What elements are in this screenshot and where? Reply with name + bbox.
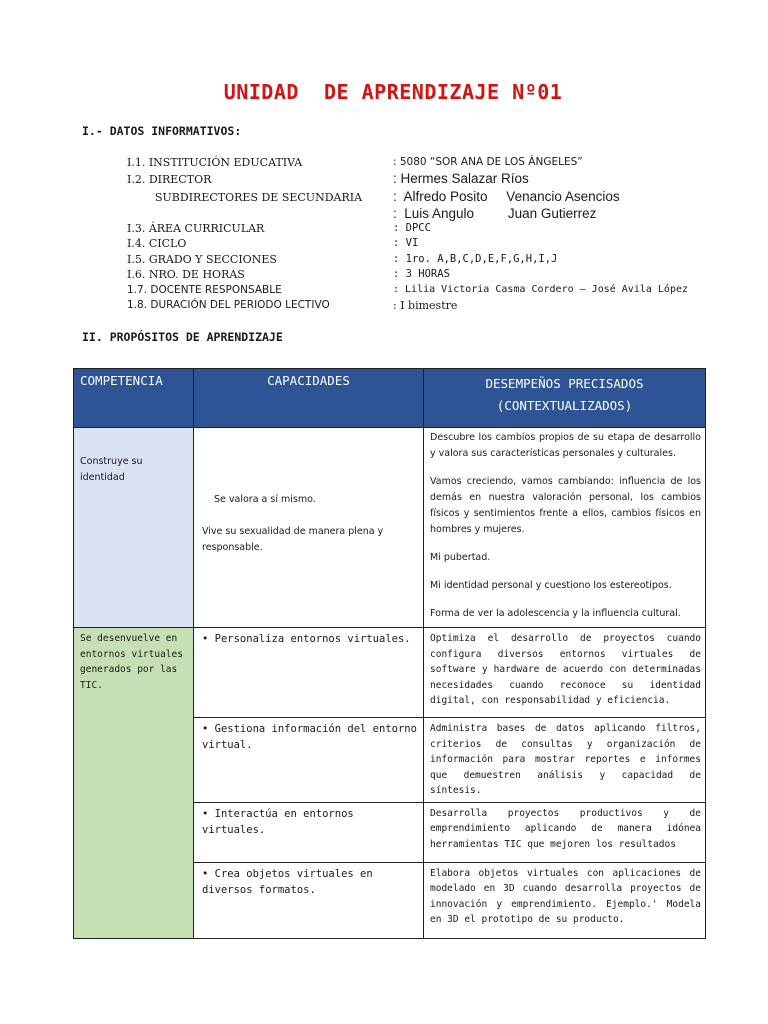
info-label: I.5. GRADO Y SECCIONES	[127, 253, 277, 266]
table-row	[74, 628, 706, 718]
info-label: I.3. ÁREA CURRICULAR	[127, 222, 265, 235]
info-label: 1.7. DOCENTE RESPONSABLE	[127, 284, 282, 296]
capacidades-cell	[194, 628, 424, 718]
capacidad-text: • Crea objetos virtuales en diversos formatos.	[202, 867, 373, 896]
desempeno-text: Administra bases de datos aplicando filtros, criterios de consultas y organización de información para mostrar reportes e informes que demuestren análisis y capacidad de síntesis.	[430, 723, 701, 796]
header-desempenos-line1: DESEMPEÑOS PRECISADOS	[485, 376, 644, 391]
desempenos-cell	[424, 628, 706, 718]
info-row-docente	[127, 284, 747, 300]
info-value: : 5080 “SOR ANA DE LOS ÁNGELES”	[393, 156, 583, 168]
header-competencia: COMPETENCIA	[74, 369, 194, 428]
info-row-horas	[127, 268, 747, 284]
desempeno-text: Mi pubertad.	[430, 552, 491, 563]
info-value: : 3 HORAS	[393, 268, 450, 280]
section-heading-propositos: II. PROPÓSITOS DE APRENDIZAJE	[82, 330, 283, 344]
info-row-area	[127, 222, 747, 238]
info-label: I.2. DIRECTOR	[127, 173, 212, 186]
info-row-ciclo	[127, 237, 747, 253]
desempenos-cell	[424, 802, 706, 862]
capacidad-text: • Personaliza entornos virtuales.	[202, 633, 411, 645]
desempeno-text: Desarrolla proyectos productivos y de emprendimiento aplicando de manera idónea herramientas TIC que mejoren los resultados	[430, 807, 701, 850]
desempeno-text: Optimiza el desarrollo de proyectos cuando configura diversos entornos virtuales de software y hardware de acuerdo con determinadas necesidades cuando reconoce su identidad digital, con responsabilidad y eficiencia.	[430, 633, 701, 706]
capacidad-text: • Gestiona información del entorno virtual.	[202, 723, 417, 751]
info-label: I.6. NRO. DE HORAS	[127, 268, 245, 281]
desempeno-text: Vamos creciendo, vamos cambiando: influencia de los demás en nuestra valoración personal, los cambios físicos y sentimientos frente a ellos, cambios físicos en hombres y mujeres.	[430, 476, 701, 535]
desempeno-text: Forma de ver la adolescencia y la influencia cultural.	[430, 608, 681, 619]
table-header-row	[74, 369, 706, 428]
desempenos-cell	[424, 718, 706, 803]
desempenos-cell	[424, 862, 706, 938]
info-value: : VI	[393, 237, 419, 249]
info-label: 1.8. DURACIÓN DEL PERIODO LECTIVO	[127, 299, 330, 311]
info-value: : Lilia Victoria Casma Cordero – José Avila López	[393, 284, 689, 295]
capacidad-text: Se valora a sí mismo.	[214, 494, 316, 505]
desempeno-text: Descubre los cambios propios de su etapa de desarrollo y valora sus características personales y culturales.	[430, 432, 701, 459]
header-capacidades: CAPACIDADES	[194, 369, 424, 428]
competencia-text: Se desenvuelve en entornos virtuales generados por las TIC.	[80, 633, 183, 691]
info-row-institucion	[127, 156, 747, 172]
info-row-subdirectores	[127, 191, 747, 207]
capacidades-cell	[194, 862, 424, 938]
desempenos-cell	[424, 428, 706, 628]
section-heading-datos: I.- DATOS INFORMATIVOS:	[82, 124, 242, 138]
info-value: : I bimestre	[393, 299, 458, 312]
info-value: : Luis Angulo Juan Gutierrez	[393, 206, 597, 221]
info-row-duracion	[127, 299, 747, 315]
info-label: I.4. CICLO	[127, 237, 187, 250]
competencia-cell	[74, 628, 194, 939]
info-row-director	[127, 173, 747, 189]
header-desempenos-line2: (CONTEXTUALIZADOS)	[496, 398, 633, 413]
header-desempenos	[424, 369, 706, 428]
info-value: : Hermes Salazar Ríos	[393, 171, 529, 186]
info-value: : 1ro. A,B,C,D,E,F,G,H,I,J	[393, 253, 558, 265]
desempeno-text: Elabora objetos virtuales con aplicaciones de modelado en 3D cuando desarrolla proyectos de innovación y emprendimiento. Ejemplo.' Modela en 3D el prototipo de su producto.	[430, 867, 701, 925]
capacidad-text: • Interactúa en entornos virtuales.	[202, 807, 354, 836]
competencia-text: Construye su identidad	[80, 456, 143, 483]
desempeno-text: Mi identidad personal y cuestiono los estereotipos.	[430, 580, 672, 591]
capacidades-cell	[194, 802, 424, 862]
info-row-grado	[127, 253, 747, 269]
capacidades-cell	[194, 718, 424, 803]
page-title: UNIDAD DE APRENDIZAJE Nº01	[223, 80, 563, 104]
info-value: : Alfredo Posito Venancio Asencios	[393, 189, 620, 204]
info-value: : DPCC	[393, 222, 431, 234]
competencia-cell	[74, 428, 194, 628]
info-label: I.1. INSTITUCIÓN EDUCATIVA	[127, 156, 303, 169]
capacidad-text: Vive su sexualidad de manera plena y responsable.	[202, 526, 384, 553]
capacidades-cell	[194, 428, 424, 628]
propositos-table	[73, 368, 706, 939]
info-label: SUBDIRECTORES DE SECUNDARIA	[155, 191, 363, 204]
table-row	[74, 428, 706, 628]
